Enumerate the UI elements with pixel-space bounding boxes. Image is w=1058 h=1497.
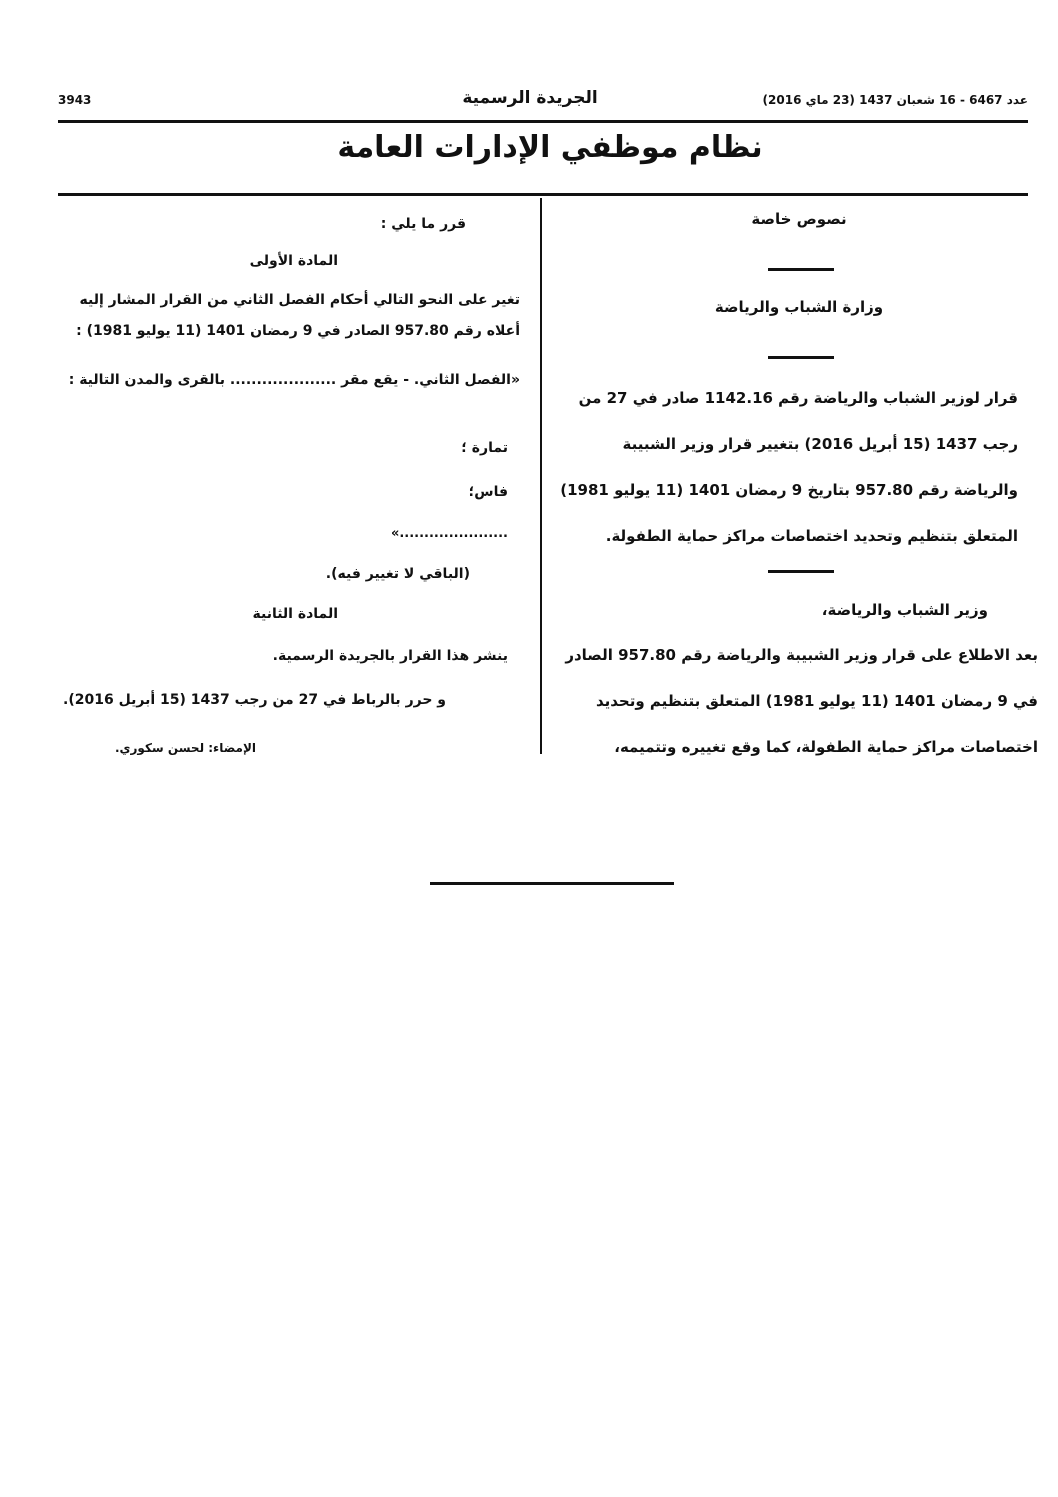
remainder-note: (الباقي لا تغيير فيه). (325, 566, 470, 582)
article2-heading: المادة الثانية (252, 606, 338, 622)
main-title: نظام موظفي الإدارات العامة (337, 130, 763, 165)
section-rule-2 (768, 356, 834, 359)
city-tamara: تمارة ؛ (461, 440, 508, 456)
section-rule-3 (768, 570, 834, 573)
ministry-name: وزارة الشباب والرياضة (714, 298, 884, 316)
dotted-line: ......................» (390, 526, 508, 541)
page-number: 3943 (58, 93, 92, 107)
issue-info: عدد 6467 - 16 شعبان 1437 (23 ماي 2016) (762, 93, 1028, 107)
city-fes: فاس؛ (468, 484, 508, 500)
done-at: و حرر بالرباط في 27 من رجب 1437 (15 أبريل 2016). (63, 692, 446, 708)
section-rule-1 (768, 268, 834, 271)
title-rule (58, 193, 1028, 196)
journal-name: الجريدة الرسمية (462, 88, 598, 108)
decides-line: قرر ما يلي : (380, 216, 466, 232)
minister-line: وزير الشباب والرياضة، (821, 601, 988, 619)
article2-text: ينشر هذا القرار بالجريدة الرسمية. (272, 648, 508, 664)
chapter2-text: «الفصل الثاني. - يقع مقر .................... بالقرى والمدن التالية : (68, 372, 520, 388)
article1-heading: المادة الأولى (249, 253, 338, 269)
signature: الإمضاء: لحسن سكوري. (114, 741, 256, 755)
section-heading: نصوص خاصة (751, 210, 847, 228)
decision-title: قرار لوزير الشباب والرياضة رقم 1142.16 صادر في 27 من رجب 1437 (15 أبريل 2016) بتغيير قرار وزير الشبيبة والرياضة رقم 957.80 بتاريخ 9 رمضان 1401 (11 يوليو 1981) المتعلق بتنظيم وتحديد اختصاصات مراكز حماية الطفولة. (560, 389, 1018, 545)
column-divider (540, 198, 542, 754)
article1-text: تغير على النحو التالي أحكام الفصل الثاني من القرار المشار إليه أعلاه رقم 957.80 الصادر في 9 رمضان 1401 (11 يوليو 1981) : (76, 292, 520, 339)
end-rule (430, 882, 674, 885)
preamble: بعد الاطلاع على قرار وزير الشبيبة والرياضة رقم 957.80 الصادر في 9 رمضان 1401 (11 يوليو 1981) المتعلق بتنظيم وتحديد اختصاصات مراكز حماية الطفولة، كما وقع تغييره وتتميمه، (565, 646, 1038, 756)
header-rule (58, 120, 1028, 123)
